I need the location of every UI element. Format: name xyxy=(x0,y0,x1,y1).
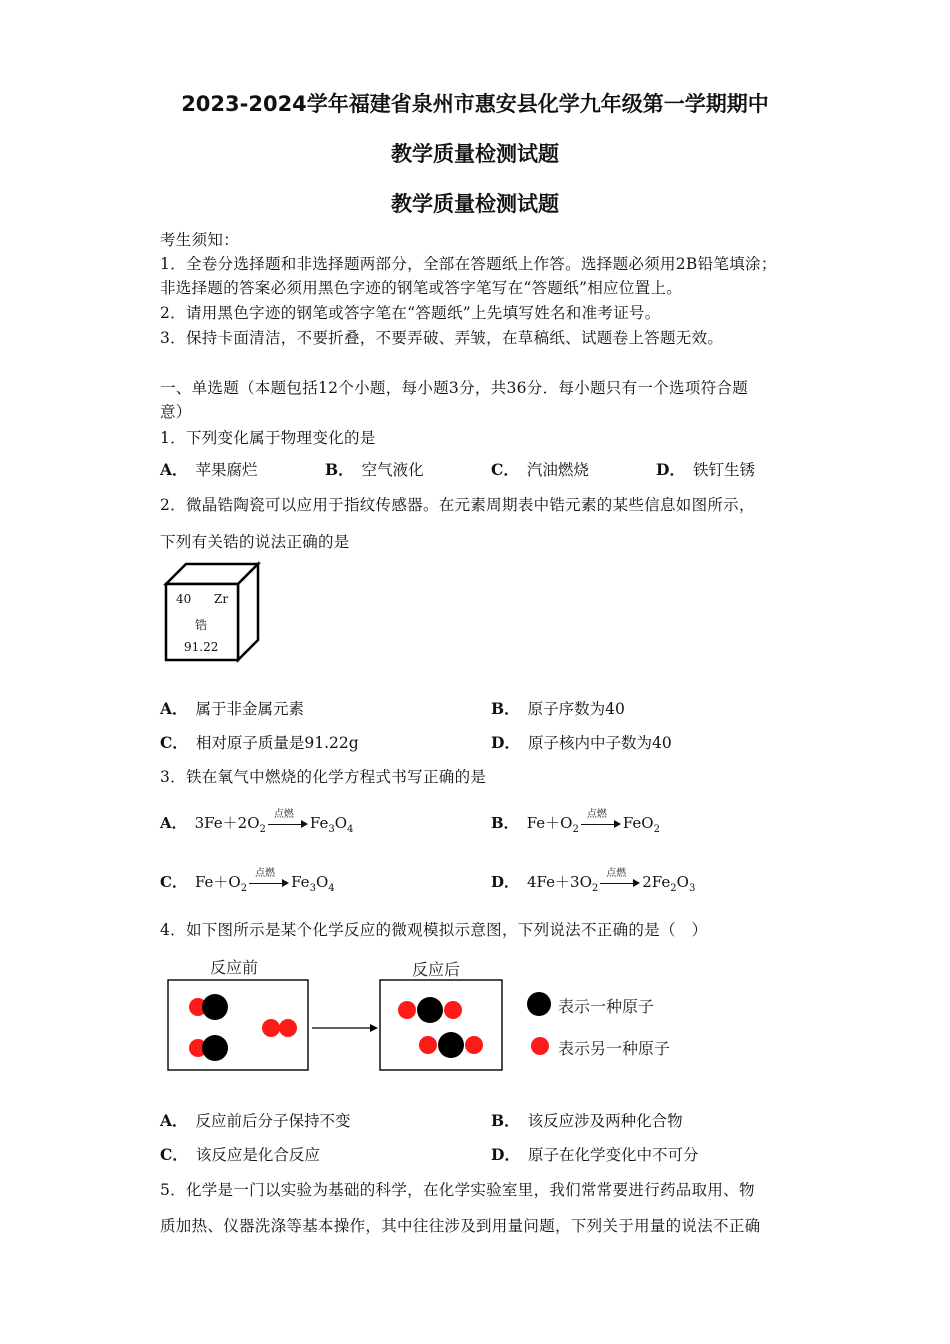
equation-product: Fe xyxy=(291,873,310,891)
reaction-arrow-icon xyxy=(581,809,621,829)
q2-stem-line2: 下列有关锆的说法正确的是 xyxy=(160,533,350,551)
reaction-arrow-icon xyxy=(600,868,640,888)
equation-reactants: 3Fe＋2O xyxy=(194,814,260,832)
q4-option-c[interactable] xyxy=(160,1143,320,1165)
subscript: 2 xyxy=(591,883,599,894)
option-text: 属于非金属元素 xyxy=(195,700,305,718)
option-label: B． xyxy=(491,699,520,718)
option-text: 原子在化学变化中不可分 xyxy=(527,1146,699,1164)
q4-option-d[interactable] xyxy=(491,1143,698,1165)
element-tile-zirconium xyxy=(158,560,264,664)
option-label: B． xyxy=(491,814,519,832)
option-label: D． xyxy=(491,873,520,891)
option-label: A． xyxy=(160,460,188,479)
q3-option-d[interactable] xyxy=(491,868,696,894)
option-label: B． xyxy=(491,1111,520,1130)
subscript: 2 xyxy=(240,883,248,894)
exam-title-line1: 2023-2024学年福建省泉州市惠安县化学九年级第一学期期中 xyxy=(181,92,769,116)
red-atom xyxy=(444,1001,462,1019)
equation-product: 2Fe xyxy=(642,873,671,891)
subscript: 4 xyxy=(328,883,335,894)
option-text: 原子序数为40 xyxy=(527,700,625,718)
legend-black-text: 表示一种原子 xyxy=(558,997,655,1016)
q4-stem: 4．如下图所示是某个化学反应的微观模拟示意图，下列说法不正确的是（ ） xyxy=(160,921,708,939)
reaction-arrow-icon xyxy=(249,868,289,888)
equation-reactants: Fe＋O xyxy=(526,814,573,832)
notice-item-1b: 非选择题的答案必须用黑色字迹的钢笔或答字笔写在“答题纸”相应位置上。 xyxy=(160,279,683,297)
legend-red-text: 表示另一种原子 xyxy=(558,1039,671,1058)
after-box xyxy=(380,980,502,1070)
option-text: 汽油燃烧 xyxy=(526,461,589,479)
q2-option-a[interactable] xyxy=(160,697,304,719)
exam-title-line2: 教学质量检测试题 xyxy=(391,142,559,166)
q2-option-d[interactable] xyxy=(491,731,672,753)
subscript: 3 xyxy=(328,824,335,835)
reaction-condition: 点燃 xyxy=(586,809,607,820)
q2-option-b[interactable] xyxy=(491,697,625,719)
option-label: C． xyxy=(160,873,187,891)
q3-option-b[interactable] xyxy=(491,809,660,835)
equation-product: O xyxy=(676,873,689,891)
option-label: D． xyxy=(491,733,520,752)
subscript: 2 xyxy=(653,824,660,835)
q3-option-a[interactable] xyxy=(160,809,354,835)
equation-product: O xyxy=(334,814,348,832)
option-text: 该反应是化合反应 xyxy=(195,1146,320,1164)
equation-product: FeO xyxy=(622,814,654,832)
option-text: 该反应涉及两种化合物 xyxy=(527,1112,683,1130)
notice-item-1a: 1．全卷分选择题和非选择题两部分，全部在答题纸上作答。选择题必须用2B铅笔填涂； xyxy=(160,255,777,273)
q3-option-c[interactable] xyxy=(160,868,335,894)
q4-option-b[interactable] xyxy=(491,1109,683,1131)
q5-stem-line1: 5．化学是一门以实验为基础的科学，在化学实验室里，我们常常要进行药品取用、物 xyxy=(160,1181,755,1199)
option-label: A． xyxy=(160,814,187,832)
option-text: 空气液化 xyxy=(361,461,424,479)
q3-stem: 3．铁在氧气中燃烧的化学方程式书写正确的是 xyxy=(160,768,487,786)
q5-stem-line2: 质加热、仪器洗涤等基本操作，其中往往涉及到用量问题，下列关于用量的说法不正确 xyxy=(160,1217,761,1235)
notice-item-3: 3．保持卡面清洁，不要折叠，不要弄破、弄皱，在草稿纸、试题卷上答题无效。 xyxy=(160,329,724,347)
option-label: B． xyxy=(325,460,354,479)
option-label: C． xyxy=(491,460,519,479)
red-atom xyxy=(262,1019,280,1037)
atomic-mass: 91.22 xyxy=(184,640,219,654)
legend-red-atom-icon xyxy=(531,1037,549,1055)
option-label: D． xyxy=(491,1145,520,1164)
option-label: C． xyxy=(160,733,188,752)
section-heading-line2: 意） xyxy=(160,403,192,421)
q1-option-a[interactable] xyxy=(160,458,258,480)
option-text: 苹果腐烂 xyxy=(195,461,258,479)
element-symbol: Zr xyxy=(214,592,229,606)
exam-title-line3: 教学质量检测试题 xyxy=(391,192,559,216)
subscript: 2 xyxy=(670,883,677,894)
black-atom xyxy=(438,1032,464,1058)
option-label: A． xyxy=(160,1111,188,1130)
option-text: 相对原子质量是91.22g xyxy=(195,734,359,752)
reaction-arrow-icon xyxy=(268,809,308,829)
equation-reactants: 4Fe＋3O xyxy=(527,873,592,891)
reaction-condition: 点燃 xyxy=(255,868,276,879)
element-name: 锆 xyxy=(195,618,208,632)
option-text: 原子核内中子数为40 xyxy=(527,734,672,752)
subscript: 2 xyxy=(259,824,266,835)
notice-item-2: 2．请用黑色字迹的钢笔或答字笔在“答题纸”上先填写姓名和准考证号。 xyxy=(160,304,661,322)
option-label: A． xyxy=(160,699,188,718)
subscript: 3 xyxy=(688,883,696,894)
subscript: 2 xyxy=(572,824,579,835)
before-label: 反应前 xyxy=(210,958,259,977)
q4-option-a[interactable] xyxy=(160,1109,351,1131)
option-text: 铁钉生锈 xyxy=(692,461,755,479)
red-atom xyxy=(279,1019,297,1037)
black-atom xyxy=(202,1035,228,1061)
black-atom xyxy=(417,997,443,1023)
reaction-condition: 点燃 xyxy=(273,809,294,820)
black-atom xyxy=(202,994,228,1020)
q1-stem: 1．下列变化属于物理变化的是 xyxy=(160,429,376,447)
option-label: C． xyxy=(160,1145,188,1164)
notice-heading: 考生须知： xyxy=(160,231,240,249)
subscript: 4 xyxy=(347,824,354,835)
q2-stem-line1: 2．微晶锆陶瓷可以应用于指纹传感器。在元素周期表中锆元素的某些信息如图所示， xyxy=(160,496,755,514)
legend-black-atom-icon xyxy=(527,992,551,1016)
q1-option-d[interactable] xyxy=(656,458,755,480)
reaction-diagram xyxy=(160,952,720,1077)
option-text: 反应前后分子保持不变 xyxy=(195,1112,351,1130)
q2-option-c[interactable] xyxy=(160,731,359,753)
reaction-condition: 点燃 xyxy=(606,868,627,879)
red-atom xyxy=(398,1001,416,1019)
red-atom xyxy=(465,1036,483,1054)
arrow-head-icon xyxy=(370,1024,378,1032)
equation-reactants: Fe＋O xyxy=(194,873,241,891)
after-label: 反应后 xyxy=(412,960,461,979)
equation-product: Fe xyxy=(309,814,329,832)
atomic-number: 40 xyxy=(176,592,192,606)
subscript: 3 xyxy=(309,883,316,894)
option-label: D． xyxy=(656,460,685,479)
q1-option-b[interactable] xyxy=(325,458,424,480)
q1-option-c[interactable] xyxy=(491,458,589,480)
equation-product: O xyxy=(315,873,329,891)
red-atom xyxy=(419,1036,437,1054)
section-heading-line1: 一、单选题（本题包括12个小题，每小题3分，共36分．每小题只有一个选项符合题 xyxy=(160,379,749,397)
